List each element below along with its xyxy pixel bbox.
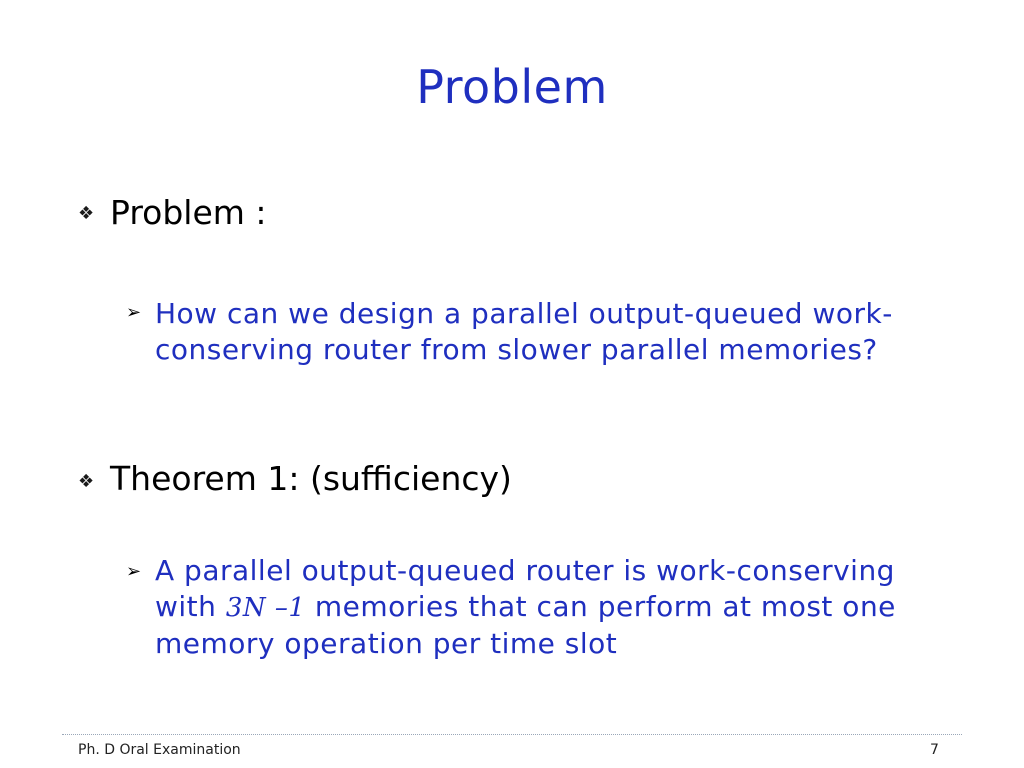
diamond-bullet-icon: ❖ [78,203,95,224]
footer-divider [62,734,962,735]
bullet-heading-problem: Problem : [110,193,267,232]
bullet-heading-theorem: Theorem 1: (sufficiency) [110,459,512,498]
bullet-sub-text-theorem [155,553,955,662]
theorem-text-after: memories that can perform at most one memory operation per time slot [155,590,896,660]
footer-title: Ph. D Oral Examination [78,742,241,758]
bullet-sub-text-problem: How can we design a parallel output-queued work-conserving router from slower parallel memories? [155,297,893,366]
page-number: 7 [930,742,939,758]
theorem-math-expression: 3N –1 [225,593,306,623]
arrow-bullet-icon: ➢ [126,561,142,582]
diamond-bullet-icon: ❖ [78,471,95,492]
slide-title: Problem [416,60,608,114]
theorem-text-before: A parallel output-queued router is work-conserving with [155,554,895,623]
arrow-bullet-icon: ➢ [126,302,142,323]
